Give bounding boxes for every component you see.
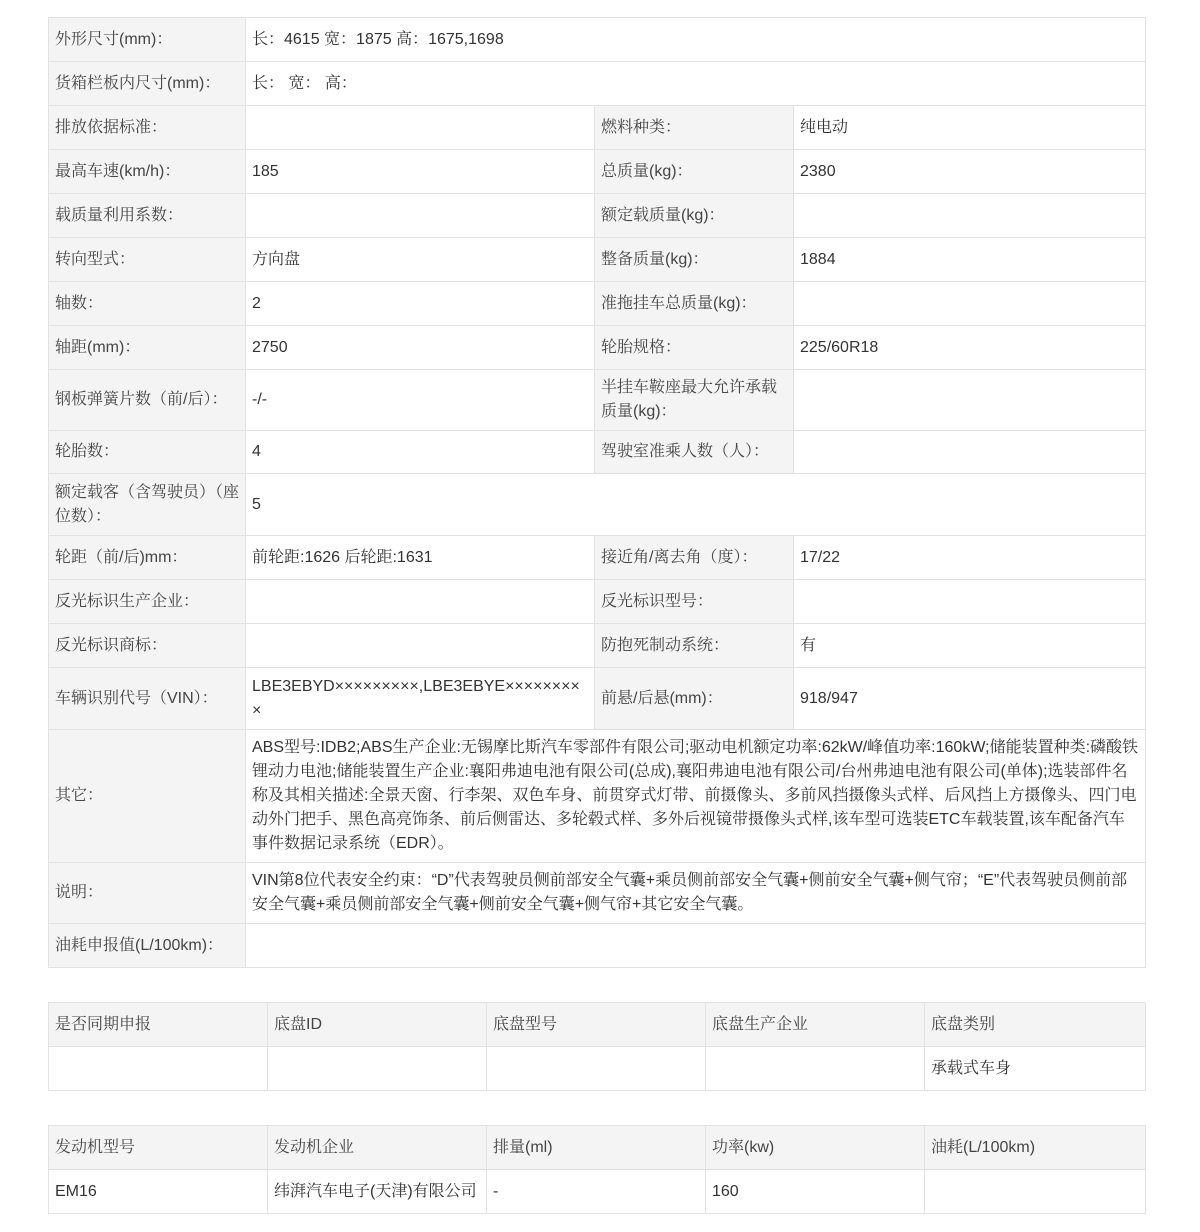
reflector-brand-value: [246, 624, 595, 668]
steering-value: 方向盘: [246, 238, 595, 282]
spring-value: -/-: [246, 370, 595, 431]
track-label: 轮距（前/后)mm：: [49, 536, 246, 580]
table-cell: 承载式车身: [925, 1047, 1146, 1091]
spec-row: [49, 580, 1146, 624]
fuel-consumption-label: 油耗申报值(L/100km)：: [49, 924, 246, 968]
column-header: 底盘生产企业: [706, 1003, 925, 1047]
fuel-consumption-value: [246, 924, 1146, 968]
tire-spec-value: 225/60R18: [794, 326, 1146, 370]
spec-row: [49, 326, 1146, 370]
trailer-label: 准拖挂车总质量(kg)：: [595, 282, 794, 326]
spec-row: [49, 150, 1146, 194]
speed-value: 185: [246, 150, 595, 194]
table-cell: -: [487, 1170, 706, 1214]
column-header: 功率(kw): [706, 1126, 925, 1170]
steering-label: 转向型式：: [49, 238, 246, 282]
spec-row: [49, 474, 1146, 536]
speed-label: 最高车速(km/h)：: [49, 150, 246, 194]
spec-row: [49, 282, 1146, 326]
table-cell: [925, 1170, 1146, 1214]
table-cell: [49, 1047, 268, 1091]
emission-value: [246, 106, 595, 150]
table-row: [49, 1047, 1146, 1091]
reflector-maker-value: [246, 580, 595, 624]
column-header: 发动机企业: [268, 1126, 487, 1170]
spec-row: [49, 194, 1146, 238]
tires-value: 4: [246, 431, 595, 474]
vehicle-spec-table: [48, 17, 1146, 968]
table-cell: 160: [706, 1170, 925, 1214]
note-label: 说明：: [49, 863, 246, 924]
cab-label: 驾驶室准乘人数（人）：: [595, 431, 794, 474]
load-factor-label: 载质量利用系数：: [49, 194, 246, 238]
emission-label: 排放依据标准：: [49, 106, 246, 150]
total-mass-label: 总质量(kg)：: [595, 150, 794, 194]
column-header: 排量(ml): [487, 1126, 706, 1170]
column-header: 发动机型号: [49, 1126, 268, 1170]
reflector-brand-label: 反光标识商标：: [49, 624, 246, 668]
load-factor-value: [246, 194, 595, 238]
tire-spec-label: 轮胎规格：: [595, 326, 794, 370]
reflector-model-value: [794, 580, 1146, 624]
engine-table: [48, 1125, 1146, 1214]
rated-load-value: [794, 194, 1146, 238]
passengers-value: 5: [246, 474, 1146, 536]
abs-label: 防抱死制动系统：: [595, 624, 794, 668]
overhang-label: 前悬/后悬(mm)：: [595, 668, 794, 730]
table-cell: 纬湃汽车电子(天津)有限公司: [268, 1170, 487, 1214]
reflector-maker-label: 反光标识生产企业：: [49, 580, 246, 624]
track-value: 前轮距:1626 后轮距:1631: [246, 536, 595, 580]
spec-row: [49, 370, 1146, 431]
column-header: 底盘ID: [268, 1003, 487, 1047]
cab-value: [794, 431, 1146, 474]
other-value: ABS型号:IDB2;ABS生产企业:无锡摩比斯汽车零部件有限公司;驱动电机额定功率:62kW/峰值功率:160kW;储能装置种类:磷酸铁锂动力电池;储能装置生产企业:襄阳弗迪电池有限公司(总成),襄阳弗迪电池有限公司/台州弗迪电池有限公司(单体);选装部件名称及其相关描述:全景天窗、行李架、双色车身、前贯穿式灯带、前摄像头、多前风挡摄像头式样、后风挡上方摄像头、四门电动外门把手、黑色高亮饰条、前后侧雷达、多轮毂式样、多外后视镜带摄像头式样,该车型可选装ETC车载装置,该车配备汽车事件数据记录系统（EDR）。: [246, 730, 1146, 863]
angle-label: 接近角/离去角（度）：: [595, 536, 794, 580]
trailer-value: [794, 282, 1146, 326]
column-header: 底盘型号: [487, 1003, 706, 1047]
cargo-label: 货箱栏板内尺寸(mm)：: [49, 62, 246, 106]
table-cell: [268, 1047, 487, 1091]
column-header: 是否同期申报: [49, 1003, 268, 1047]
dimensions-label: 外形尺寸(mm)：: [49, 18, 246, 62]
curb-label: 整备质量(kg)：: [595, 238, 794, 282]
fuel-label: 燃料种类：: [595, 106, 794, 150]
abs-value: 有: [794, 624, 1146, 668]
spec-row: [49, 431, 1146, 474]
other-label: 其它：: [49, 730, 246, 863]
axles-label: 轴数：: [49, 282, 246, 326]
cargo-value: 长： 宽： 高：: [246, 62, 1146, 106]
angle-value: 17/22: [794, 536, 1146, 580]
rated-load-label: 额定载质量(kg)：: [595, 194, 794, 238]
curb-value: 1884: [794, 238, 1146, 282]
table-header-row: [49, 1126, 1146, 1170]
spec-row: [49, 924, 1146, 968]
table-cell: EM16: [49, 1170, 268, 1214]
axles-value: 2: [246, 282, 595, 326]
saddle-value: [794, 370, 1146, 431]
tires-label: 轮胎数：: [49, 431, 246, 474]
vin-label: 车辆识别代号（VIN）：: [49, 668, 246, 730]
spec-row: [49, 624, 1146, 668]
saddle-label: 半挂车鞍座最大允许承载质量(kg)：: [595, 370, 794, 431]
spec-row: [49, 668, 1146, 730]
passengers-label: 额定载客（含驾驶员）（座位数）：: [49, 474, 246, 536]
table-cell: [487, 1047, 706, 1091]
spec-row: [49, 62, 1146, 106]
spec-row: [49, 863, 1146, 924]
table-row: [49, 1170, 1146, 1214]
vin-value: LBE3EBYD×××××××××,LBE3EBYE×××××××××: [246, 668, 595, 730]
wheelbase-value: 2750: [246, 326, 595, 370]
note-value: VIN第8位代表安全约束：“D”代表驾驶员侧前部安全气囊+乘员侧前部安全气囊+侧前安全气囊+侧气帘；“E”代表驾驶员侧前部安全气囊+乘员侧前部安全气囊+侧前安全气囊+侧气帘+其它安全气囊。: [246, 863, 1146, 924]
spring-label: 钢板弹簧片数（前/后）：: [49, 370, 246, 431]
spec-row: [49, 18, 1146, 62]
column-header: 油耗(L/100km): [925, 1126, 1146, 1170]
table-cell: [706, 1047, 925, 1091]
overhang-value: 918/947: [794, 668, 1146, 730]
total-mass-value: 2380: [794, 150, 1146, 194]
spec-row: [49, 238, 1146, 282]
column-header: 底盘类别: [925, 1003, 1146, 1047]
table-header-row: [49, 1003, 1146, 1047]
reflector-model-label: 反光标识型号：: [595, 580, 794, 624]
chassis-table: [48, 1002, 1146, 1091]
spec-row: [49, 536, 1146, 580]
fuel-value: 纯电动: [794, 106, 1146, 150]
wheelbase-label: 轴距(mm)：: [49, 326, 246, 370]
spec-row: [49, 106, 1146, 150]
dimensions-value: 长：4615 宽：1875 高：1675,1698: [246, 18, 1146, 62]
spec-row: [49, 730, 1146, 863]
